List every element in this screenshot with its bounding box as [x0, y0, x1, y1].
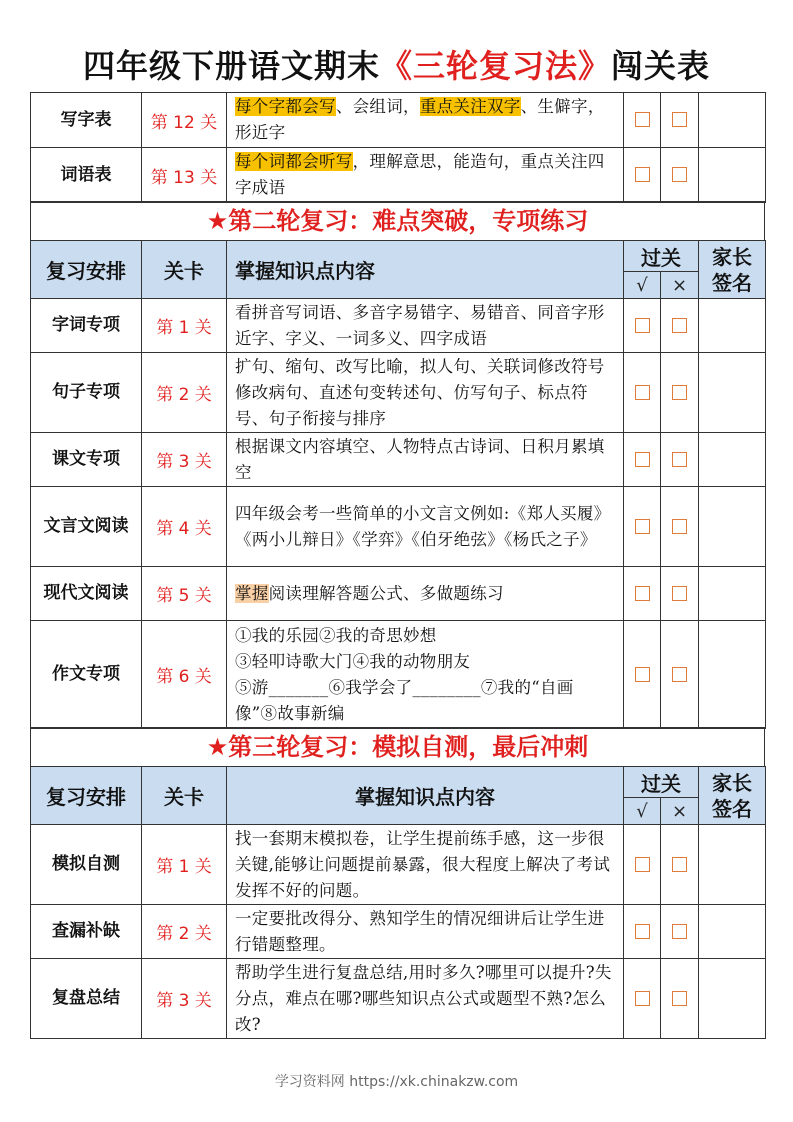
table-row	[31, 93, 766, 148]
arrangement-cell: 复盘总结	[31, 959, 142, 1039]
table-row	[31, 433, 766, 487]
header-level: 关卡	[142, 767, 227, 825]
level-cell: 第 3 关	[142, 433, 227, 487]
header-sign	[699, 241, 766, 299]
fail-checkbox[interactable]	[672, 857, 687, 872]
pass-checkbox[interactable]	[635, 991, 650, 1006]
fail-checkbox[interactable]	[672, 586, 687, 601]
fail-checkbox[interactable]	[672, 452, 687, 467]
arrangement-cell: 词语表	[31, 148, 142, 203]
header-check: √	[624, 272, 661, 299]
parent-sign-cell[interactable]	[699, 487, 766, 567]
content-line: ⑤游_______⑥我学会了________⑦我的“自画像”⑧故事新编	[235, 677, 574, 723]
fail-checkbox[interactable]	[672, 667, 687, 682]
level-cell: 第 6 关	[142, 621, 227, 729]
header-level: 关卡	[142, 241, 227, 299]
header-pass: 过关	[624, 767, 699, 798]
table-row	[31, 905, 766, 959]
header-check: √	[624, 798, 661, 825]
fail-checkbox-cell	[661, 621, 699, 729]
arrangement-cell: 句子专项	[31, 353, 142, 433]
fail-checkbox[interactable]	[672, 385, 687, 400]
content-line: ③轻叩诗歌大门④我的动物朋友	[235, 651, 471, 671]
level-cell: 第 5 关	[142, 567, 227, 621]
fail-checkbox-cell	[661, 959, 699, 1039]
content-cell	[227, 487, 624, 567]
pass-checkbox[interactable]	[635, 667, 650, 682]
content-text: ，理解意思，能造句，重点关注四字成语	[235, 152, 605, 197]
parent-sign-cell[interactable]	[699, 567, 766, 621]
fail-checkbox-cell	[661, 148, 699, 203]
content-text: 四年级会考一些简单的小文言文例如:《郑人买履》《两小儿辩日》《学弈》《伯牙绝弦》《杨氏之子》	[235, 503, 611, 549]
content-cell	[227, 433, 624, 487]
table-row	[31, 148, 766, 203]
parent-sign-cell[interactable]	[699, 825, 766, 905]
level-cell: 第 12 关	[142, 93, 227, 148]
fail-checkbox[interactable]	[672, 318, 687, 333]
content-line: ①我的乐园②我的奇思妙想	[235, 625, 437, 645]
pass-checkbox[interactable]	[635, 519, 650, 534]
header-cross: ×	[661, 272, 699, 299]
content-cell	[227, 905, 624, 959]
parent-sign-cell[interactable]	[699, 93, 766, 148]
round3-header-row	[31, 767, 766, 798]
content-cell	[227, 959, 624, 1039]
content-text: 帮助学生进行复盘总结,用时多久?哪里可以提升?失分点，难点在哪?哪些知识点公式或题型不熟?怎么改?	[235, 962, 612, 1034]
fail-checkbox[interactable]	[672, 924, 687, 939]
content-text: 、生僻字，形近字	[235, 97, 605, 142]
round2-table	[30, 240, 766, 729]
pass-checkbox-cell	[624, 353, 661, 433]
arrangement-cell: 写字表	[31, 93, 142, 148]
content-text: 扩句、缩句、改写比喻，拟人句、关联词修改符号修改病句、直述句变转述句、仿写句子、标点符号、句子衔接与排序	[235, 356, 605, 428]
header-arrangement: 复习安排	[31, 241, 142, 299]
header-sign-text: 家长签名	[712, 770, 752, 821]
level-cell: 第 13 关	[142, 148, 227, 203]
fail-checkbox[interactable]	[672, 167, 687, 182]
level-cell: 第 3 关	[142, 959, 227, 1039]
header-cross: ×	[661, 798, 699, 825]
fail-checkbox-cell	[661, 905, 699, 959]
content-text: 看拼音写词语、多音字易错字、易错音、同音字形近字、字义、一词多义、四字成语	[235, 302, 605, 348]
pass-checkbox-cell	[624, 959, 661, 1039]
fail-checkbox-cell	[661, 299, 699, 353]
arrangement-cell: 课文专项	[31, 433, 142, 487]
parent-sign-cell[interactable]	[699, 353, 766, 433]
pass-checkbox[interactable]	[635, 924, 650, 939]
pass-checkbox-cell	[624, 148, 661, 203]
fail-checkbox-cell	[661, 487, 699, 567]
title-highlight: 《三轮复习法》	[379, 47, 611, 85]
header-pass: 过关	[624, 241, 699, 272]
pass-checkbox[interactable]	[635, 452, 650, 467]
content-cell	[227, 93, 624, 148]
header-content: 掌握知识点内容	[227, 241, 624, 299]
fail-checkbox-cell	[661, 433, 699, 487]
level-cell: 第 4 关	[142, 487, 227, 567]
arrangement-cell: 现代文阅读	[31, 567, 142, 621]
header-content: 掌握知识点内容	[227, 767, 624, 825]
fail-checkbox-cell	[661, 567, 699, 621]
fail-checkbox[interactable]	[672, 991, 687, 1006]
page-title	[0, 40, 793, 92]
pass-checkbox-cell	[624, 299, 661, 353]
parent-sign-cell[interactable]	[699, 299, 766, 353]
pass-checkbox-cell	[624, 487, 661, 567]
pass-checkbox[interactable]	[635, 318, 650, 333]
content-cell	[227, 299, 624, 353]
arrangement-cell: 模拟自测	[31, 825, 142, 905]
arrangement-cell: 作文专项	[31, 621, 142, 729]
content-text: 找一套期末模拟卷，让学生提前练手感，这一步很关键,能够让问题提前暴露，很大程度上解决了考试发挥不好的问题。	[235, 828, 611, 900]
round3-title: ★第三轮复习：模拟自测，最后冲刺	[30, 727, 765, 767]
fail-checkbox-cell	[661, 93, 699, 148]
parent-sign-cell[interactable]	[699, 621, 766, 729]
pass-checkbox-cell	[624, 93, 661, 148]
content-text: 阅读理解答题公式、多做题练习	[268, 583, 504, 603]
table-row	[31, 487, 766, 567]
parent-sign-cell[interactable]	[699, 433, 766, 487]
arrangement-cell: 字词专项	[31, 299, 142, 353]
parent-sign-cell[interactable]	[699, 905, 766, 959]
table-row	[31, 621, 766, 729]
content-text: 根据课文内容填空、人物特点古诗词、日积月累填空	[235, 436, 605, 482]
arrangement-cell: 文言文阅读	[31, 487, 142, 567]
pass-checkbox[interactable]	[635, 112, 650, 127]
fail-checkbox-cell	[661, 825, 699, 905]
table-row	[31, 353, 766, 433]
level-cell: 第 1 关	[142, 299, 227, 353]
pass-checkbox[interactable]	[635, 857, 650, 872]
pass-checkbox-cell	[624, 905, 661, 959]
content-text: 、会组词，	[335, 97, 420, 116]
title-prefix: 四年级下册语文期末	[82, 47, 380, 85]
content-cell	[227, 148, 624, 203]
table-row	[31, 959, 766, 1039]
pass-checkbox[interactable]	[635, 385, 650, 400]
round3-table	[30, 766, 766, 1039]
pass-checkbox-cell	[624, 621, 661, 729]
highlighted-text: 重点关注双字	[419, 97, 521, 116]
table-row	[31, 567, 766, 621]
content-text: 一定要批改得分、熟知学生的情况细讲后让学生进行错题整理。	[235, 908, 605, 954]
level-cell: 第 2 关	[142, 905, 227, 959]
parent-sign-cell[interactable]	[699, 148, 766, 203]
round2-header-row	[31, 241, 766, 272]
fail-checkbox-cell	[661, 353, 699, 433]
header-sign	[699, 767, 766, 825]
level-cell: 第 2 关	[142, 353, 227, 433]
level-cell: 第 1 关	[142, 825, 227, 905]
content-cell	[227, 567, 624, 621]
highlighted-text: 掌握	[235, 583, 269, 603]
pass-checkbox[interactable]	[635, 586, 650, 601]
table-row	[31, 299, 766, 353]
arrangement-cell: 查漏补缺	[31, 905, 142, 959]
fail-checkbox[interactable]	[672, 112, 687, 127]
pass-checkbox-cell	[624, 567, 661, 621]
header-sign-text: 家长签名	[712, 244, 752, 295]
content-cell	[227, 825, 624, 905]
pass-checkbox[interactable]	[635, 167, 650, 182]
header-arrangement: 复习安排	[31, 767, 142, 825]
round2-title: ★第二轮复习：难点突破，专项练习	[30, 201, 765, 241]
highlighted-text: 每个字都会写	[235, 97, 336, 116]
fail-checkbox[interactable]	[672, 519, 687, 534]
content-cell	[227, 353, 624, 433]
parent-sign-cell[interactable]	[699, 959, 766, 1039]
pass-checkbox-cell	[624, 825, 661, 905]
title-suffix: 闯关表	[611, 47, 711, 85]
pass-checkbox-cell	[624, 433, 661, 487]
highlighted-text: 每个词都会听写	[235, 152, 353, 171]
round1-table	[30, 92, 766, 203]
content-cell	[227, 621, 624, 729]
footer: 学习资料网 https://xk.chinakzw.com	[274, 1074, 519, 1090]
table-row	[31, 825, 766, 905]
